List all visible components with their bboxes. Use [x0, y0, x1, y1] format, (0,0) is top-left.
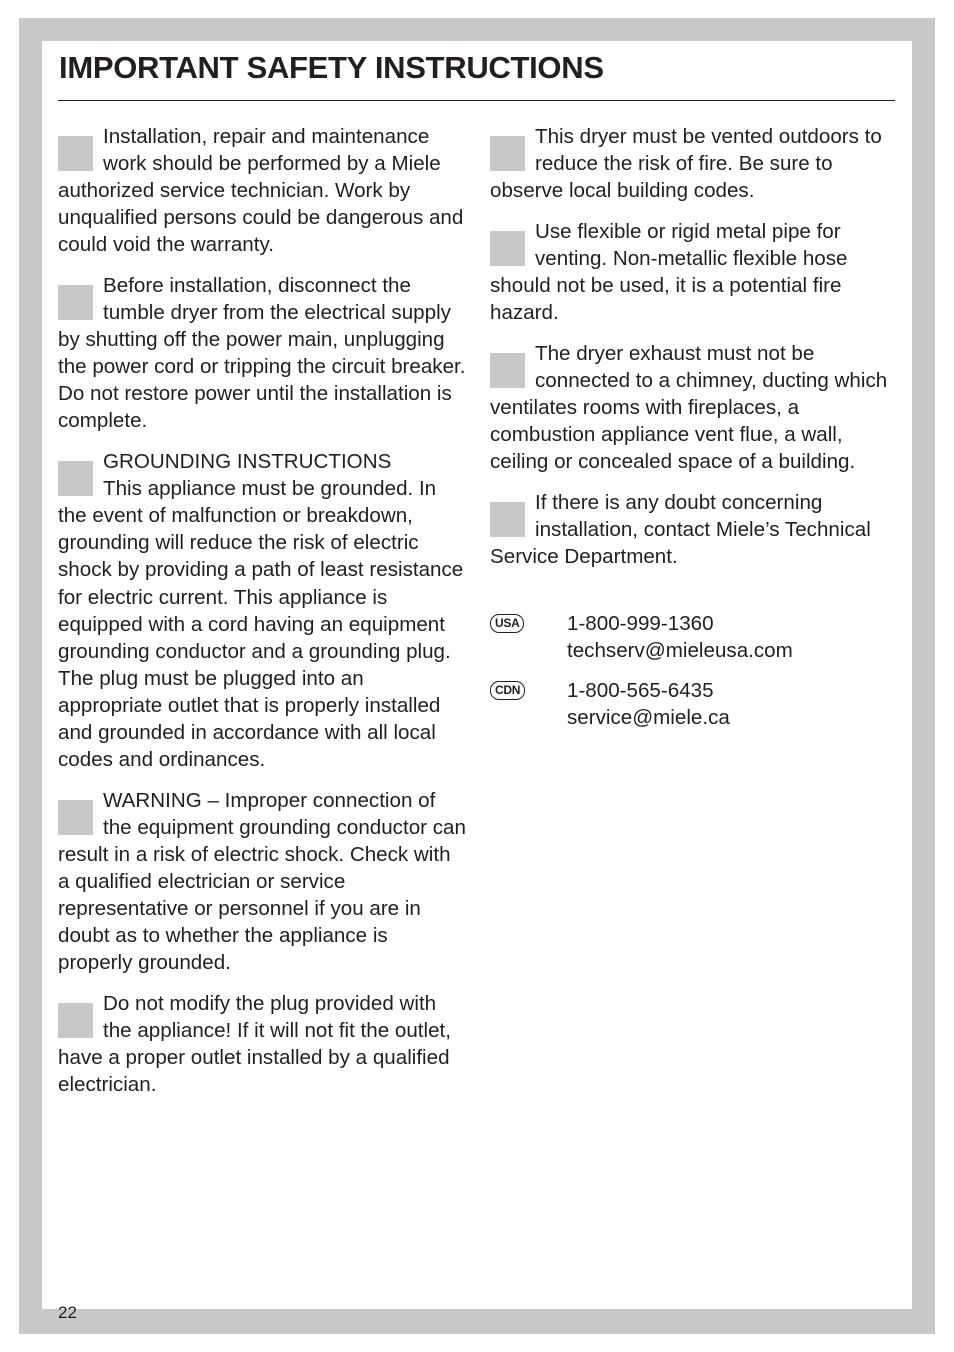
bullet-square-icon: [490, 136, 525, 171]
paragraph-text: The dryer exhaust must not be connected to a chimney, ducting which ventilates rooms with fireplaces, a combustion appliance vent flue, a wall, ceiling or concealed space of a building.: [490, 341, 888, 474]
safety-paragraph: [58, 990, 466, 1098]
bullet-square-icon: [58, 800, 93, 835]
usa-badge-icon: USA: [490, 614, 524, 633]
paragraph-heading: GROUNDING INSTRUCTIONS: [103, 450, 392, 474]
contact-entry-usa: [490, 610, 900, 664]
paragraph-text: If there is any doubt concerning installation, contact Miele’s Technical Service Department.: [490, 490, 871, 568]
title-rule: [58, 100, 895, 101]
bullet-square-icon: [490, 353, 525, 388]
contact-phone: 1-800-999-1360: [567, 611, 714, 635]
safety-paragraph: [490, 489, 900, 570]
contact-email: techserv@mieleusa.com: [567, 639, 793, 662]
bullet-square-icon: [58, 136, 93, 171]
paragraph-text: Before installation, disconnect the tumble dryer from the electrical supply by shutting off the power main, unplugging the power cord or tripping the circuit breaker. Do not restore power until the installation is complete.: [58, 273, 466, 433]
contact-entry-cdn: [490, 677, 900, 731]
contact-phone: 1-800-565-6435: [567, 679, 714, 703]
bullet-square-icon: [58, 461, 93, 496]
bullet-square-icon: [58, 1003, 93, 1038]
right-column: [490, 123, 900, 744]
safety-paragraph: [490, 218, 900, 326]
contact-email: service@miele.ca: [567, 706, 730, 730]
paragraph-text: Installation, repair and maintenance work should be performed by a Miele authorized service technician. Work by unqualified persons could be dangerous and could void the warranty.: [58, 125, 464, 257]
cdn-badge-icon: CDN: [490, 681, 525, 700]
safety-paragraph: [58, 787, 466, 977]
paragraph-text: WARNING – Improper connection of the equipment grounding conductor can result in a risk of electric shock. Check with a qualified electrician or service representative or personnel if you are in doubt as to whether the appliance is properly grounded.: [58, 788, 466, 975]
paragraph-text: This appliance must be grounded. In the event of malfunction or breakdown, grounding will reduce the risk of electric shock by providing a path of least resistance for electric current. This appliance is equipped with a cord having an equipment grounding conductor and a grounding plug. The plug must be plugged into an appropriate outlet that is properly installed and grounded in accordance with all local codes and ordinances.: [58, 477, 464, 772]
safety-paragraph: [58, 448, 466, 773]
safety-paragraph: [58, 123, 466, 258]
safety-paragraph: [490, 340, 900, 475]
paragraph-text: Use flexible or rigid metal pipe for venting. Non-metallic flexible hose should not be used, it is a potential fire hazard.: [490, 219, 848, 325]
bullet-square-icon: [490, 231, 525, 266]
paragraph-text: This dryer must be vented outdoors to reduce the risk of fire. Be sure to observe local building codes.: [490, 125, 882, 203]
contact-list: [490, 610, 900, 731]
page-number: 22: [58, 1303, 77, 1322]
safety-paragraph: [58, 272, 466, 435]
safety-paragraph: [490, 123, 900, 204]
paragraph-text: Do not modify the plug provided with the appliance! If it will not fit the outlet, have a proper outlet installed by a qualified electrician.: [58, 991, 452, 1097]
bullet-square-icon: [58, 285, 93, 320]
page-title: IMPORTANT SAFETY INSTRUCTIONS: [59, 50, 604, 85]
bullet-square-icon: [490, 502, 525, 537]
left-column: [58, 123, 466, 1112]
